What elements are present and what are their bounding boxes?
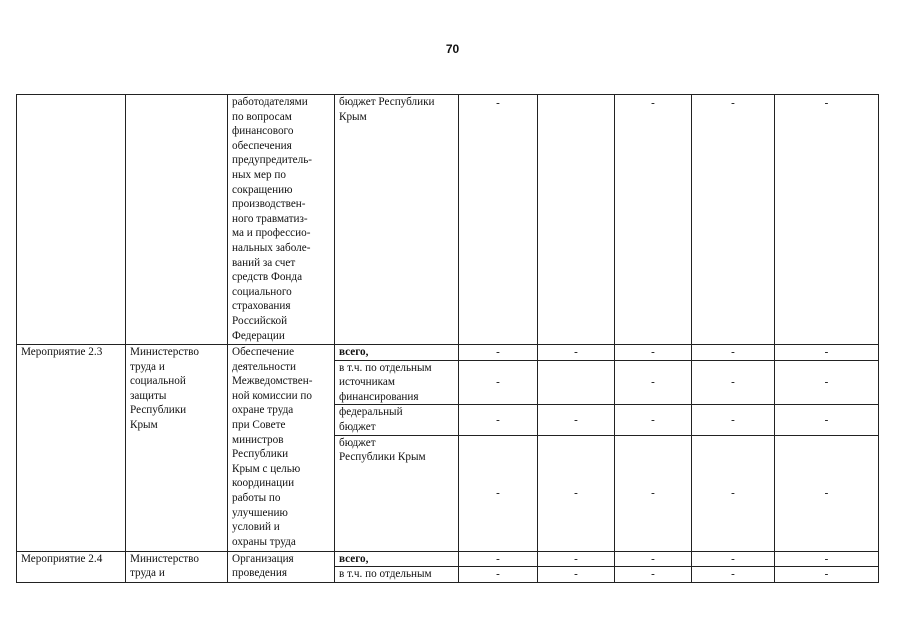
value-cell: - <box>615 360 692 405</box>
executor-cell <box>126 95 228 345</box>
value-cell: - <box>538 435 615 551</box>
measure-cell <box>17 95 126 345</box>
value-cell: - <box>459 405 538 435</box>
description-cell: Организация проведения <box>228 551 335 582</box>
funding-source-cell: всего, <box>335 345 459 361</box>
executor-cell: Министерство труда и социальной защиты Республики Крым <box>126 345 228 552</box>
value-cell: - <box>615 345 692 361</box>
value-cell: - <box>459 551 538 567</box>
value-cell: - <box>775 95 879 345</box>
value-cell: - <box>775 551 879 567</box>
value-cell: - <box>692 95 775 345</box>
value-cell: - <box>615 95 692 345</box>
value-cell: - <box>538 345 615 361</box>
funding-source-cell: в т.ч. по отдельным источникам финансирования <box>335 360 459 405</box>
table-row <box>17 95 879 345</box>
executor-cell: Министерство труда и <box>126 551 228 582</box>
description-cell: Обеспечение деятельности Межведомствен- ной комиссии по охране труда при Совете министров Республики Крым с целью координации работы по улучшению условий и охраны труда <box>228 345 335 552</box>
value-cell: - <box>775 360 879 405</box>
value-cell: - <box>775 435 879 551</box>
value-cell: - <box>459 567 538 583</box>
value-cell <box>538 95 615 345</box>
value-cell: - <box>775 405 879 435</box>
funding-source-cell: бюджет Республики Крым <box>335 95 459 345</box>
value-cell: - <box>615 435 692 551</box>
value-cell: - <box>615 567 692 583</box>
funding-source-cell: всего, <box>335 551 459 567</box>
funding-source-cell: в т.ч. по отдельным <box>335 567 459 583</box>
funding-source-cell: бюджет Республики Крым <box>335 435 459 551</box>
value-cell: - <box>775 345 879 361</box>
table-row <box>17 345 879 361</box>
value-cell: - <box>692 435 775 551</box>
page-number: 70 <box>445 42 460 56</box>
value-cell: - <box>692 551 775 567</box>
value-cell: - <box>538 551 615 567</box>
value-cell: - <box>538 567 615 583</box>
measure-cell: Мероприятие 2.4 <box>17 551 126 582</box>
program-measures-table <box>16 94 879 583</box>
value-cell: - <box>692 360 775 405</box>
value-cell <box>538 360 615 405</box>
value-cell: - <box>538 405 615 435</box>
value-cell: - <box>459 360 538 405</box>
value-cell: - <box>692 405 775 435</box>
description-cell: работодателями по вопросам финансового обеспечения предупредитель- ных мер по сокращению производствен- ного травматиз- ма и профессио- нальных заболе- ваний за счет средств Фонда социального страхования Российской Федерации <box>228 95 335 345</box>
funding-source-cell: федеральный бюджет <box>335 405 459 435</box>
value-cell: - <box>692 567 775 583</box>
value-cell: - <box>459 435 538 551</box>
value-cell: - <box>459 345 538 361</box>
table-row <box>17 551 879 567</box>
value-cell: - <box>459 95 538 345</box>
value-cell: - <box>615 405 692 435</box>
measure-cell: Мероприятие 2.3 <box>17 345 126 552</box>
value-cell: - <box>692 345 775 361</box>
value-cell: - <box>775 567 879 583</box>
value-cell: - <box>615 551 692 567</box>
